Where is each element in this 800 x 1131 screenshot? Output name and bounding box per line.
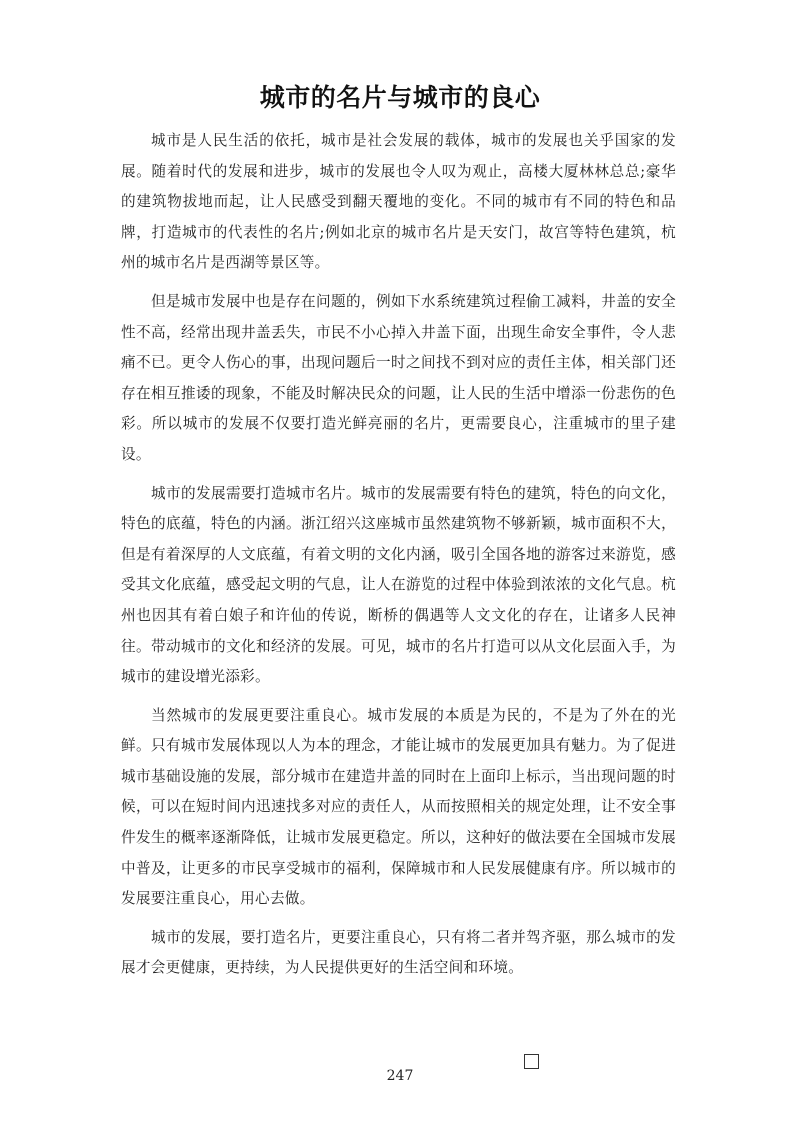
essay-body [121,126,676,992]
paragraph-2: 但是城市发展中也是存在问题的，例如下水系统建筑过程偷工减料，井盖的安全性不高，经常出现井盖丢失，市民不小心掉入井盖下面，出现生命安全事件，令人悲痛不已。更令人伤心的事，出现问题后一时之间找不到对应的责任主体，相关部门还存在相互推诿的现象，不能及时解决民众的问题，让人民的生活中增添一份悲伤的色彩。所以城市的发展不仅要打造光鲜亮丽的名片，更需要良心，注重城市的里子建设。 [121,292,676,463]
paragraph-4: 当然城市的发展更要注重良心。城市发展的本质是为民的，不是为了外在的光鲜。只有城市发展体现以人为本的理念，才能让城市的发展更加具有魅力。为了促进城市基础设施的发展，部分城市在建造井盖的同时在上面印上标示，当出现问题的时候，可以在短时间内迅速找多对应的责任人，从而按照相关的规定处理，让不安全事件发生的概率逐渐降低，让城市发展更稳定。所以，这种好的做法要在全国城市发展中普及，让更多的市民享受城市的福利，保障城市和人民发展健康有序。所以城市的发展要注重良心，用心去做。 [121,706,676,908]
paragraph-5: 城市的发展，要打造名片，更要注重良心，只有将二者并驾齐驱，那么城市的发展才会更健康，更持续，为人民提供更好的生活空间和环境。 [121,928,676,977]
page-number: 247 [386,1068,414,1084]
paragraph-1: 城市是人民生活的依托，城市是社会发展的载体，城市的发展也关乎国家的发展。随着时代的发展和进步，城市的发展也令人叹为观止，高楼大厦林林总总;豪华的建筑物拔地而起，让人民感受到翻天覆地的变化。不同的城市有不同的特色和品牌，打造城市的代表性的名片;例如北京的城市名片是天安门，故宫等特色建筑，杭州的城市名片是西湖等景区等。 [121,132,676,272]
page-title: 城市的名片与城市的良心 [259,83,541,112]
empty-box-mark [524,1054,539,1069]
paragraph-3: 城市的发展需要打造城市名片。城市的发展需要有特色的建筑，特色的向文化，特色的底蕴，特色的内涵。浙江绍兴这座城市虽然建筑物不够新颖，城市面积不大，但是有着深厚的人文底蕴，有着文明的文化内涵，吸引全国各地的游客过来游览，感受其文化底蕴，感受起文明的气息，让人在游览的过程中体验到浓浓的文化气息。杭州也因其有着白娘子和许仙的传说，断桥的偶遇等人文文化的存在，让诸多人民神往。带动城市的文化和经济的发展。可见，城市的名片打造可以从文化层面入手，为城市的建设增光添彩。 [121,484,676,686]
